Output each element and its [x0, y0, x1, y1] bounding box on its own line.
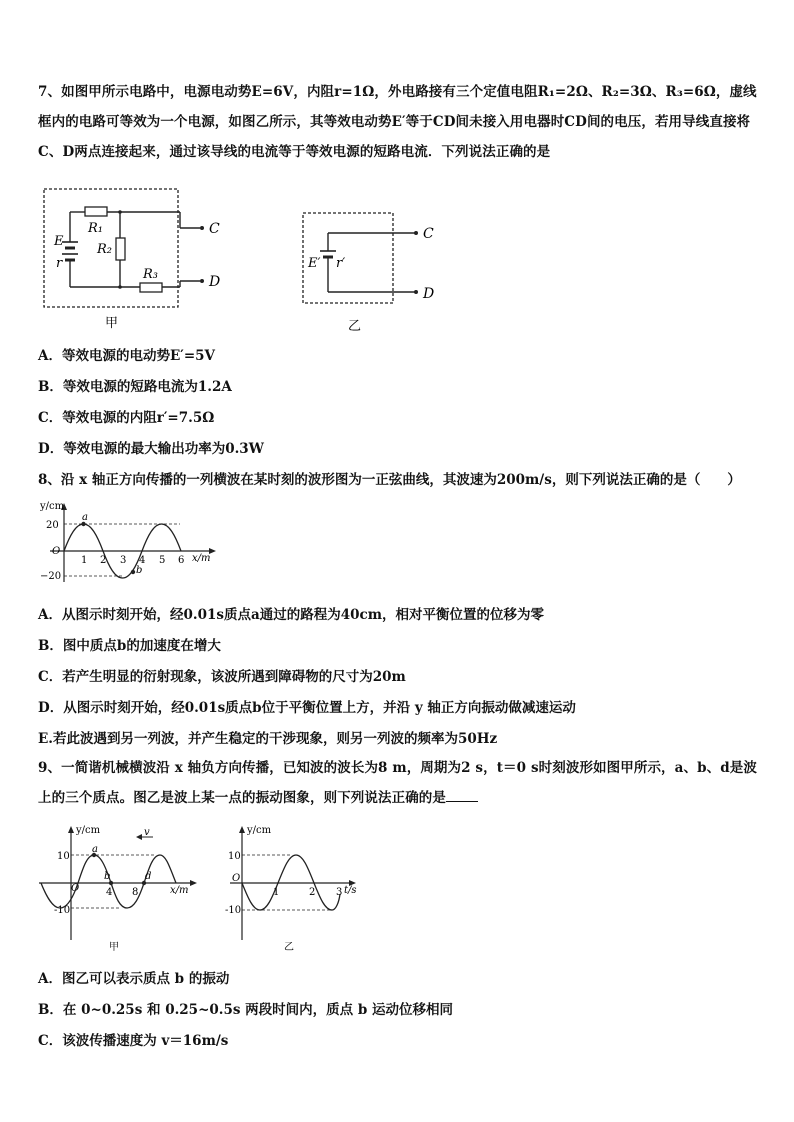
q8-option-a: A．从图示时刻开始，经0.01s质点a通过的路程为40cm，相对平衡位置的位移为零 [38, 607, 544, 623]
q7-option-b: B．等效电源的短路电流为1.2A [38, 379, 232, 395]
q9-caption-yi: 乙 [284, 942, 294, 953]
q9-jia-x8: 8 [132, 887, 139, 898]
label-R2: R₂ [97, 242, 112, 257]
caption-jia: 甲 [105, 316, 119, 331]
label-E-prime: E′ [308, 256, 321, 271]
q9-point-a: a [92, 844, 98, 855]
circuit-yi-figure [300, 210, 450, 335]
q9-yi-ylabel: y/cm [247, 825, 272, 836]
q9-point-b: b [104, 871, 111, 882]
q9-jia-origin: O [71, 883, 80, 894]
q9-yi-t2: 2 [309, 887, 316, 898]
q8-xtick-6: 6 [178, 555, 185, 566]
q7-stem: 7、如图甲所示电路中，电源电动势E=6V，内阻r=1Ω，外电路接有三个定值电阻R₁=2Ω、R₂=3Ω、R₃=6Ω，虚线框内的电路可等效为一个电源，如图乙所示，其等效电动势E′等于CD间未接入用电器时CD间的电压，若用导线直接将C、D两点连接起来，通过该导线的电流等于等效电源的短路电流．下列说法正确的是 [38, 84, 757, 160]
q8-xtick-1: 1 [81, 555, 88, 566]
q9-yi-xlabel: t/s [344, 885, 357, 896]
q7-option-d: D．等效电源的最大输出功率为0.3W [38, 441, 264, 457]
q8-point-a: a [82, 512, 88, 523]
q8-option-c: C．若产生明显的衍射现象，该波所遇到障碍物的尺寸为20m [38, 669, 406, 685]
q9-jia-x4: 4 [106, 887, 113, 898]
q8-stem: 8、沿 x 轴正方向传播的一列横波在某时刻的波形图为一正弦曲线，其波速为200m/s，则下列说法正确的是（ ） [38, 472, 741, 488]
q9-option-c: C．该波传播速度为 v＝16m/s [38, 1033, 229, 1049]
q8-origin: O [52, 546, 61, 557]
q9-jia-y10: 10 [57, 851, 70, 862]
label-R3: R₃ [143, 267, 158, 282]
q9-yi-y10: 10 [228, 851, 241, 862]
terminal-C-yi: C [423, 226, 434, 242]
q8-xtick-2: 2 [100, 555, 107, 566]
q8-ytick-neg20: −20 [40, 571, 62, 582]
q8-wave-graph [40, 497, 220, 587]
q8-option-e: E.若此波遇到另一列波，并产生稳定的干涉现象，则另一列波的频率为50Hz [38, 731, 498, 747]
terminal-D-yi: D [423, 286, 435, 302]
q9-wave-graph-jia [35, 822, 205, 952]
terminal-C: C [209, 221, 220, 237]
q7-option-a: A．等效电源的电动势E′=5V [38, 348, 216, 364]
q8-point-b: b [136, 565, 143, 576]
terminal-D: D [209, 274, 221, 290]
q9-caption-jia: 甲 [109, 942, 119, 953]
label-R1: R₁ [88, 221, 103, 236]
q8-ylabel: y/cm [40, 501, 65, 512]
q8-ytick-20: 20 [46, 520, 59, 531]
q8-option-b: B．图中质点b的加速度在增大 [38, 638, 221, 654]
q9-point-d: d [145, 871, 152, 882]
label-r: r [56, 256, 63, 271]
q9-yi-yneg10: -10 [225, 905, 242, 916]
q9-option-a: A．图乙可以表示质点 b 的振动 [38, 971, 230, 987]
q8-option-d: D．从图示时刻开始，经0.01s质点b位于平衡位置上方，并沿 y 轴正方向振动做减速运动 [38, 700, 576, 716]
q9-jia-yneg10: -10 [54, 905, 71, 916]
q9-stem: 9、一简谐机械横波沿 x 轴负方向传播，已知波的波长为8 m，周期为2 s，t＝0 s时刻波形如图甲所示，a、b、d是波上的三个质点。图乙是波上某一点的振动图象，则下列说法正确的是 [38, 760, 757, 806]
caption-yi: 乙 [348, 319, 362, 334]
q8-xtick-5: 5 [159, 555, 166, 566]
q9-yi-t3: 3 [336, 887, 343, 898]
q9-jia-ylabel: y/cm [76, 825, 101, 836]
q9-yi-t1: 1 [273, 887, 280, 898]
q9-vibration-graph-yi [222, 822, 372, 952]
q9-velocity-label: v [144, 827, 150, 838]
q8-xtick-4: 4 [139, 555, 146, 566]
q9-option-b: B．在 0~0.25s 和 0.25~0.5s 两段时间内，质点 b 运动位移相同 [38, 1002, 454, 1018]
q9-yi-origin: O [232, 873, 241, 884]
answer-blank [446, 789, 478, 802]
label-r-prime: r′ [336, 256, 346, 271]
circuit-jia-figure [40, 185, 240, 330]
q8-xlabel: x/m [192, 553, 211, 564]
q8-xtick-3: 3 [120, 555, 127, 566]
q9-jia-xlabel: x/m [170, 885, 189, 896]
label-E: E [54, 234, 64, 249]
q7-option-c: C．等效电源的内阻r′=7.5Ω [38, 410, 215, 426]
